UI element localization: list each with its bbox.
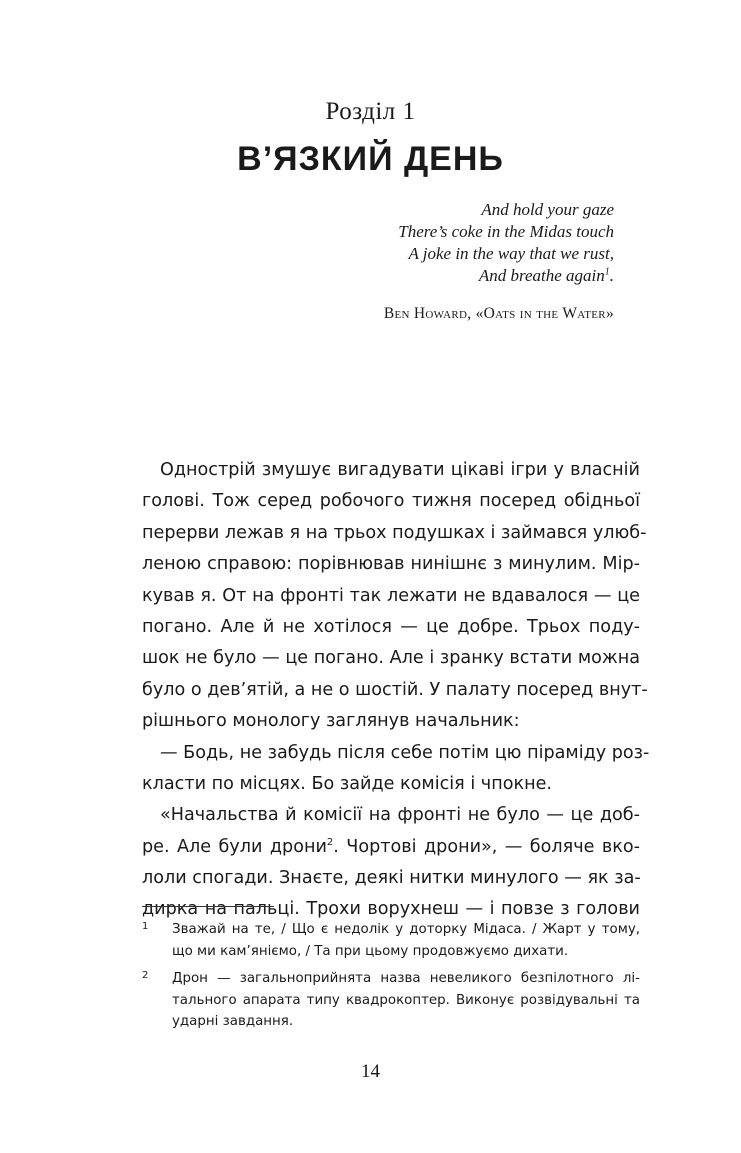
footnote-line: що ми кам’яніємо, / Та при цьому продовжуємо дихати. <box>172 943 569 959</box>
body-text <box>142 455 650 926</box>
footnote-line: Дрон — загальноприйнята назва невеликого безпілотного лі- <box>172 971 640 986</box>
footnote-ref-2[interactable]: 2 <box>326 836 334 848</box>
body-line <box>142 832 640 863</box>
body-line: голові. Тож серед робочого тижня посеред обідньої <box>142 491 640 512</box>
footnotes <box>142 919 640 1039</box>
footnote-number: 1 <box>142 921 149 932</box>
epigraph-line: A joke in the way that we rust, <box>408 244 614 263</box>
body-line: Однострій змушує вигадувати цікаві ігри у власній <box>160 460 640 480</box>
footnote-2 <box>142 968 640 1033</box>
footnote-1 <box>142 919 640 962</box>
body-line: погано. Але й не хотілося — це добре. Трьох поду- <box>142 616 640 637</box>
epigraph <box>398 199 614 287</box>
body-line: рішнього монологу заглянув начальник: <box>142 711 520 732</box>
body-line: класти по місцях. Бо зайде комісія і чпокне. <box>142 773 553 794</box>
footnote-line: тального апарата типу квадрокоптер. Виконує розвідувальні та <box>172 992 640 1008</box>
footnote-ref-1[interactable]: 1 <box>604 266 610 278</box>
body-line: лоли спогади. Знаєте, деякі нитки минулого — як за- <box>142 868 641 889</box>
epigraph-line: And hold your gaze <box>481 200 614 219</box>
footnote-line: ударні завдання. <box>172 1014 294 1029</box>
epigraph-line <box>398 265 614 287</box>
epigraph-source: Ben Howard, «Oats in the Water» <box>383 305 614 322</box>
body-line: «Начальства й комісії на фронті не було — це доб- <box>160 805 640 826</box>
epigraph-line: There’s coke in the Midas touch <box>398 222 614 241</box>
body-line: шок не було — це погано. Але і зранку встати можна <box>142 648 640 669</box>
epigraph-line-text: And breathe again <box>478 266 605 285</box>
dialogue-line: — Бодь, не забудь після себе потім цю піраміду роз- <box>160 742 650 763</box>
page-number: 14 <box>361 1061 380 1082</box>
body-line: перерви лежав я на трьох подушках і займався улюб- <box>142 522 647 543</box>
footnote-divider <box>142 906 274 907</box>
body-line: леною справою: порівнював нинішнє з минулим. Мір- <box>142 554 640 575</box>
body-line: було о дев’ятій, а не о шостій. У палату посеред внут- <box>142 679 648 700</box>
epigraph-line-end: . <box>609 266 614 285</box>
body-line: дирка на пальці. Трохи ворухнеш — і повзе з голови <box>142 899 640 920</box>
chapter-label: Розділ 1 <box>325 98 416 125</box>
body-line: кував я. От на фронті так лежати не вдавалося — це <box>142 585 640 606</box>
body-line-text: ре. Але були дрони <box>142 836 327 857</box>
chapter-title: В’ЯЗКИЙ ДЕНЬ <box>237 140 504 178</box>
footnote-number: 2 <box>142 970 149 981</box>
footnote-line: Зважай на те, / Що є недолік у доторку Мідаса. / Жарт у тому, <box>172 922 640 937</box>
body-line-text: . Чортові дрони», — боляче вко- <box>333 836 640 857</box>
